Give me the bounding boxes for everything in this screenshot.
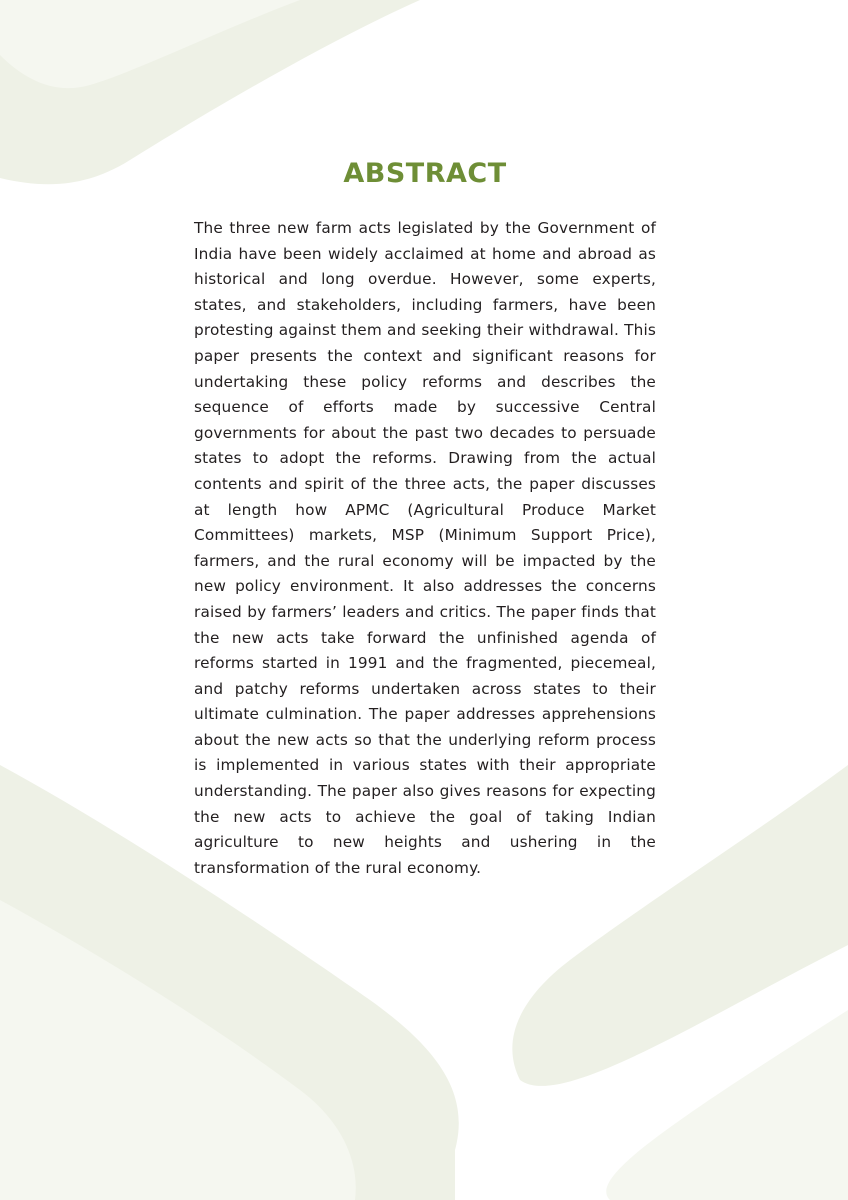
page-title: ABSTRACT <box>343 158 507 189</box>
abstract-body: The three new farm acts legislated by the Government of India have been widely acclaimed at home and abroad as historical and long overdue. However, some experts, states, and stakeholders, including farmers, have been protesting against them and seeking their withdrawal. This paper presents the context and significant reasons for undertaking these policy reforms and describes the sequence of efforts made by successive Central governments for about the past two decades to persuade states to adopt the reforms. Drawing from the actual contents and spirit of the three acts, the paper discusses at length how APMC (Agricultural Produce Market Committees) markets, MSP (Minimum Support Price), farmers, and the rural economy will be impacted by the new policy environment. It also addresses the concerns raised by farmers’ leaders and critics. The paper finds that the new acts take forward the unfinished agenda of reforms started in 1991 and the fragmented, piecemeal, and patchy reforms undertaken across states to their ultimate culmination. The paper addresses apprehensions about the new acts so that the underlying reform process is implemented in various states with their appropriate understanding. The paper also gives reasons for expecting the new acts to achieve the goal of taking Indian agriculture to new heights and ushering in the transformation of the rural economy. <box>194 219 656 877</box>
abstract-section <box>194 156 656 881</box>
